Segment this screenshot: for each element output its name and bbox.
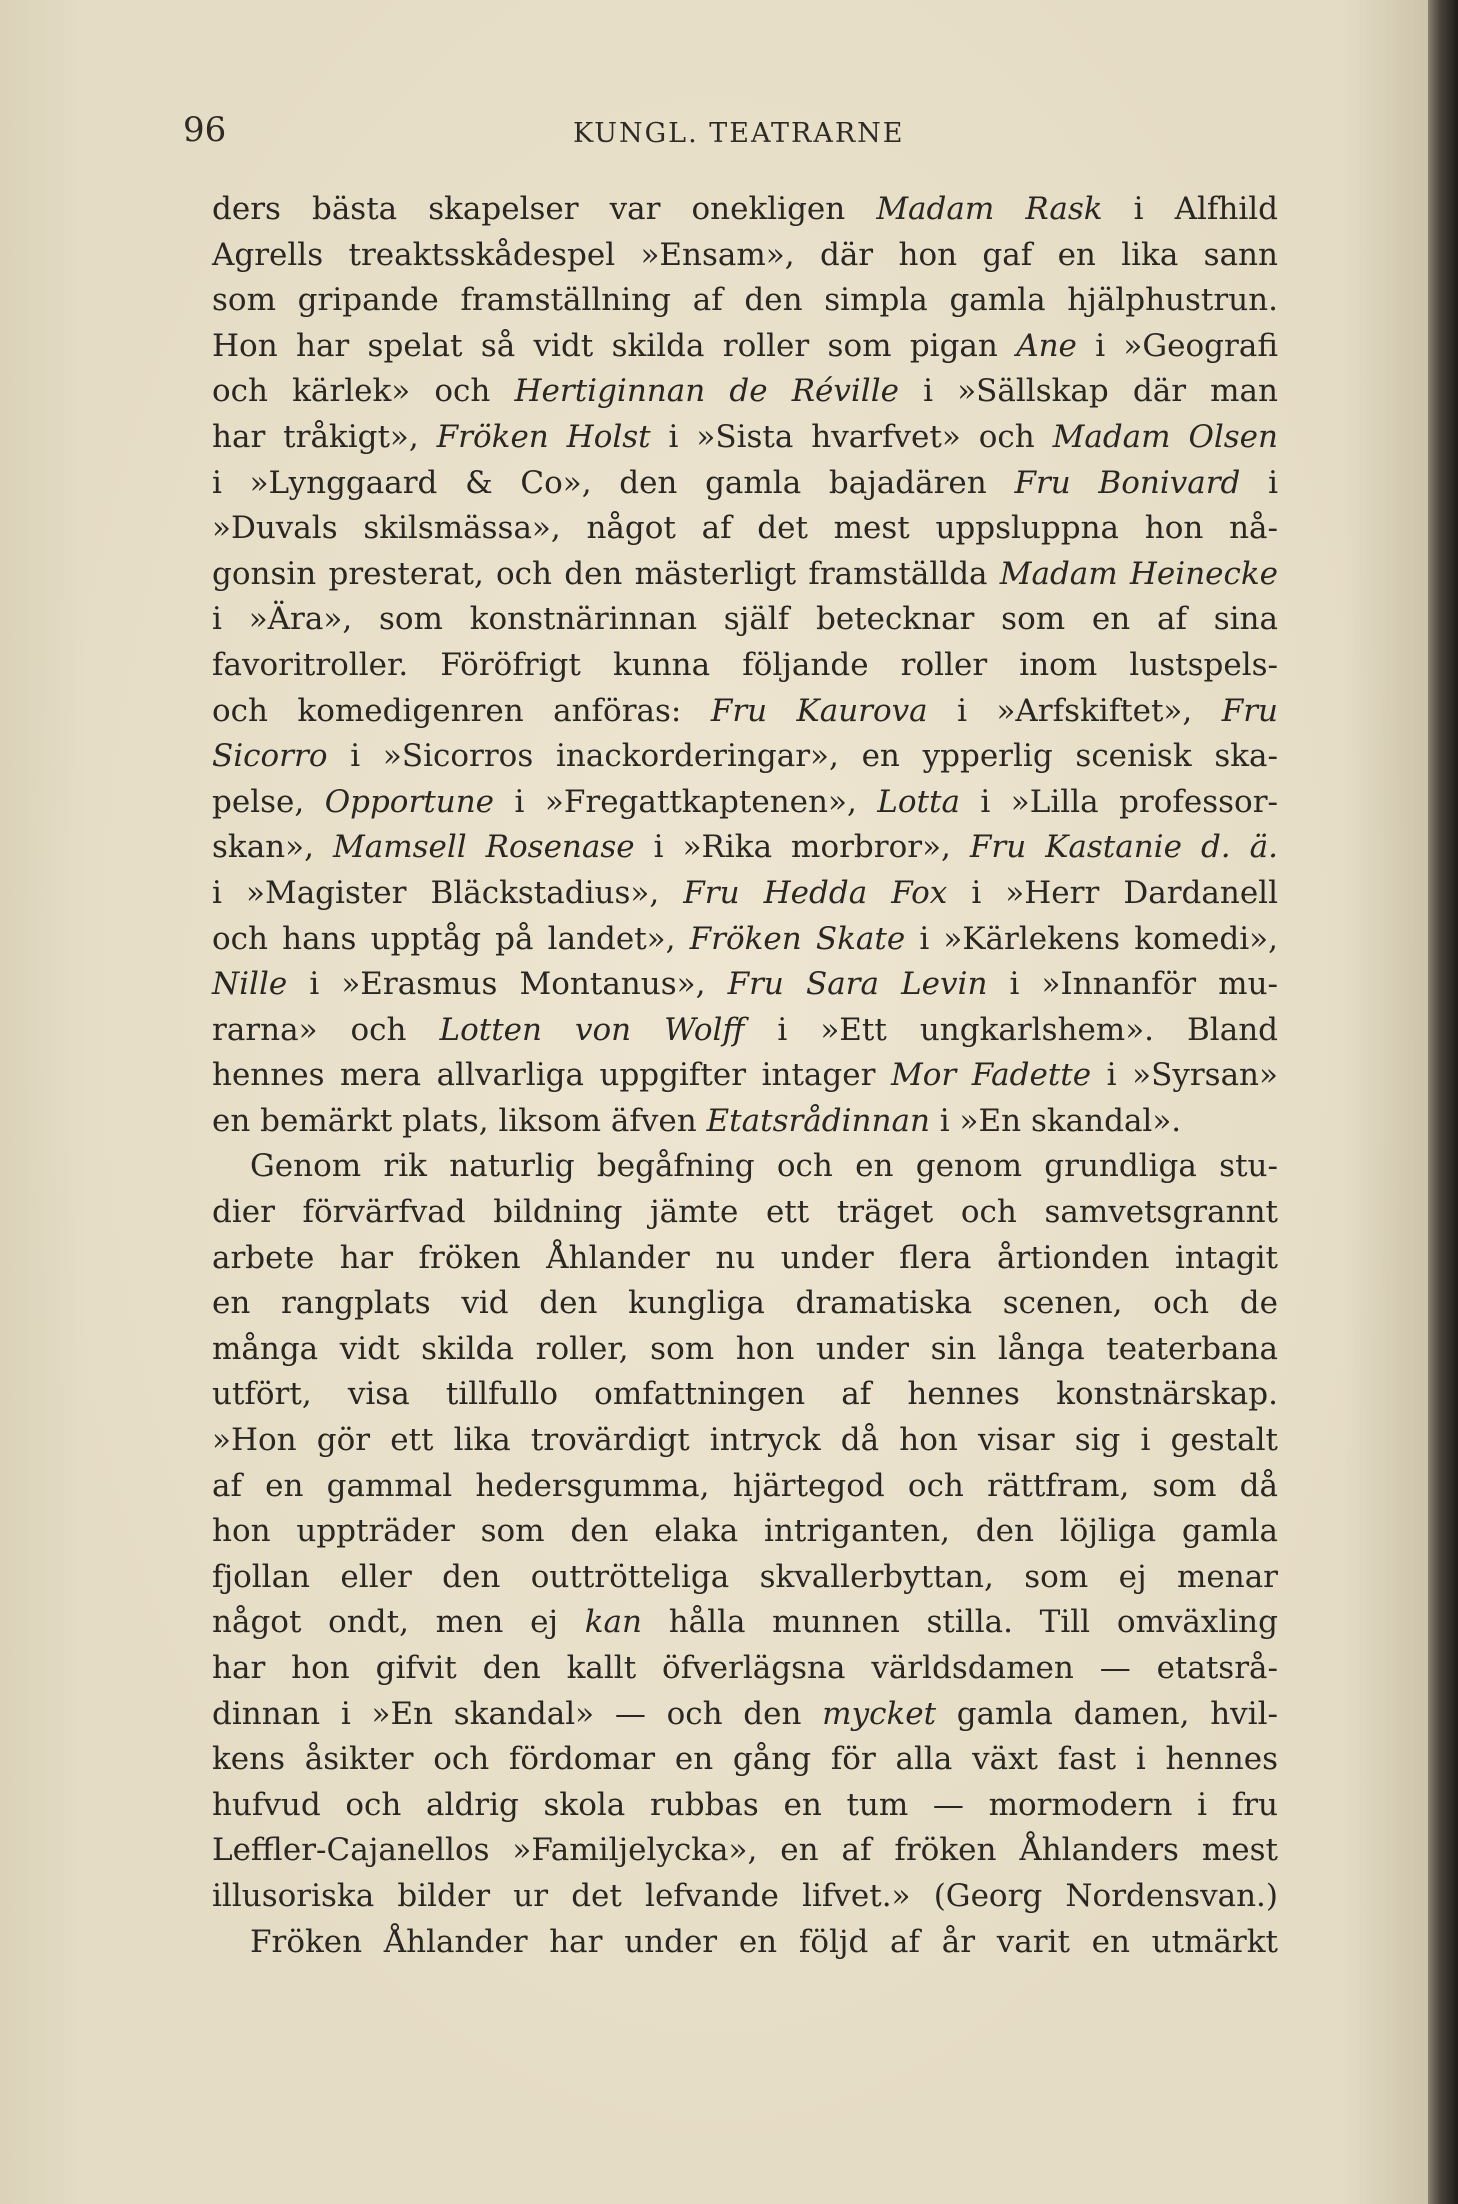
text-segment: många vidt skilda roller, som hon under sin långa teaterbana <box>212 1330 1278 1367</box>
text-segment: hennes mera allvarliga uppgifter intager <box>212 1057 891 1094</box>
text-segment: favoritroller. Föröfrigt kunna följande roller inom lustspels- <box>212 646 1278 683</box>
text-segment: hufvud och aldrig skola rubbas en tum — mormodern i fru <box>212 1786 1278 1823</box>
text-line <box>212 369 1278 415</box>
text-segment: och kärlek» och <box>212 373 515 410</box>
text-line <box>212 1099 1278 1145</box>
text-line <box>212 1190 1278 1236</box>
text-segment: i »Sällskap där man <box>899 373 1279 410</box>
text-segment: en rangplats vid den kungliga dramatiska scenen, och de <box>212 1285 1278 1322</box>
text-segment: i »Syrsan» <box>1091 1057 1278 1094</box>
text-line <box>212 552 1278 598</box>
text-line <box>212 233 1278 279</box>
text-segment: arbete har fröken Åhlander nu under flera årtionden intagit <box>212 1239 1278 1276</box>
text-segment: i »En skandal». <box>929 1102 1182 1139</box>
text-segment: hålla munnen stilla. Till omväxling <box>641 1604 1278 1641</box>
text-line <box>212 871 1278 917</box>
text-segment: kens åsikter och fördomar en gång för alla växt fast i hennes <box>212 1741 1278 1778</box>
text-line <box>212 1281 1278 1327</box>
text-line <box>212 1783 1278 1829</box>
text-segment: i »Rika morbror», <box>634 829 970 866</box>
italic-text: Fru Hedda Fox <box>683 874 948 911</box>
italic-text: Fru Sara Levin <box>727 966 988 1003</box>
text-segment: gamla damen, hvil- <box>936 1695 1278 1732</box>
text-segment: har hon gifvit den kallt öfverlägsna världsdamen — etatsrå- <box>212 1650 1278 1686</box>
italic-text: Sicorro <box>212 738 328 775</box>
text-segment: Agrells treaktsskådespel »Ensam», där hon gaf en lika sann <box>212 236 1278 273</box>
italic-text: Madam Olsen <box>1052 418 1278 455</box>
text-line <box>212 1418 1278 1464</box>
text-segment: i »Lynggaard & Co», den gamla bajadären <box>212 464 1015 501</box>
text-segment: som gripande framställning af den simpla gamla hjälphustrun. <box>212 282 1278 319</box>
running-head: KUNGL. TEATRARNE <box>573 118 905 149</box>
text-line <box>212 1008 1278 1054</box>
italic-text: Mamsell Rosenase <box>332 829 635 866</box>
text-line <box>212 1692 1278 1738</box>
italic-text: Fru Bonivard <box>1014 464 1241 501</box>
text-line <box>212 1555 1278 1601</box>
text-segment: pelse, <box>212 783 325 820</box>
text-line <box>212 1327 1278 1373</box>
text-segment: rarna» och <box>212 1011 440 1048</box>
text-line <box>212 187 1278 233</box>
italic-text: Madam Rask <box>876 191 1103 227</box>
text-segment: i »Magister Bläckstadius», <box>212 874 684 911</box>
text-segment: gonsin presterat, och den mästerligt framställda <box>212 555 1000 592</box>
italic-text: Fru Kaurova <box>710 692 928 729</box>
text-segment: »Duvals skilsmässa», något af det mest uppsluppna hon nå- <box>212 510 1278 547</box>
text-segment: Leffler-Cajanellos »Familjelycka», en af fröken Åhlanders mest <box>212 1832 1278 1869</box>
text-segment: något ondt, men ej <box>212 1604 585 1641</box>
text-line <box>212 597 1278 643</box>
text-line <box>212 734 1278 780</box>
text-line <box>212 1600 1278 1646</box>
italic-text: Lotten von Wolff <box>439 1011 745 1048</box>
text-segment: i »Erasmus Montanus», <box>287 966 728 1003</box>
text-line <box>212 1236 1278 1282</box>
text-line <box>212 506 1278 552</box>
italic-text: Hertiginnan de Réville <box>514 373 899 410</box>
text-segment: Hon har spelat så vidt skilda roller som pigan <box>212 327 1017 364</box>
text-line <box>212 962 1278 1008</box>
italic-text: Nille <box>212 966 288 1003</box>
text-segment: i »Herr Dardanell <box>947 874 1278 911</box>
text-segment: en bemärkt plats, liksom äfven <box>212 1102 707 1139</box>
text-segment: »Hon gör ett lika trovärdigt intryck då hon visar sig i gestalt <box>212 1422 1278 1459</box>
text-segment: och hans upptåg på landet», <box>212 920 690 957</box>
italic-text: Etatsrådinnan <box>706 1102 930 1139</box>
italic-text: Lotta <box>877 783 960 820</box>
text-line <box>212 1372 1278 1418</box>
text-segment: i »Sicorros inackorderingar», en ypperlig scenisk ska- <box>327 738 1278 775</box>
text-line <box>212 324 1278 370</box>
text-segment: i »Ära», som konstnärinnan själf betecknar som en af sina <box>212 601 1278 638</box>
text-line <box>212 825 1278 871</box>
text-segment: illusoriska bilder ur det lefvande lifvet.» (Georg Nordensvan.) <box>212 1877 1278 1914</box>
text-segment: skan», <box>212 829 333 866</box>
text-line <box>212 917 1278 963</box>
text-segment: har tråkigt», <box>212 418 437 455</box>
text-line <box>212 415 1278 461</box>
italic-text: Opportune <box>324 783 495 820</box>
text-segment: i »Innanför mu- <box>987 966 1279 1003</box>
italic-text: Madam Heinecke <box>999 555 1278 592</box>
text-line <box>212 1509 1278 1555</box>
italic-text: Mor Fadette <box>890 1057 1092 1094</box>
text-line <box>212 278 1278 324</box>
text-segment: i »Sista hvarfvet» och <box>650 418 1053 455</box>
text-segment: af en gammal hedersgumma, hjärtegod och rättfram, som då <box>212 1467 1278 1504</box>
italic-text: mycket <box>822 1695 937 1732</box>
page-edge-shadow <box>1428 0 1458 2204</box>
italic-text: Fru Kastanie d. ä. <box>969 829 1278 866</box>
text-segment: i »Fregattkaptenen», <box>494 783 878 820</box>
text-line <box>212 1874 1278 1920</box>
italic-text: kan <box>584 1604 642 1641</box>
italic-text: Fru <box>1221 692 1278 729</box>
italic-text: Fröken Skate <box>689 920 906 957</box>
text-line <box>212 1737 1278 1783</box>
text-line <box>212 1646 1278 1692</box>
text-line <box>212 1053 1278 1099</box>
page-number: 96 <box>183 110 227 150</box>
text-segment: utfört, visa tillfullo omfattningen af hennes konstnärskap. <box>212 1376 1278 1413</box>
text-line <box>212 1828 1278 1874</box>
body-text <box>212 187 1278 1965</box>
text-segment: dinnan i »En skandal» — och den <box>212 1695 823 1732</box>
text-line <box>212 461 1278 507</box>
text-line <box>212 1920 1278 1966</box>
text-segment: Fröken Åhlander har under en följd af år varit en utmärkt <box>250 1923 1278 1960</box>
text-segment: dier förvärfvad bildning jämte ett träget och samvetsgrannt <box>212 1194 1278 1231</box>
text-segment: i Alfhild <box>1102 191 1278 227</box>
italic-text: Fröken Holst <box>436 418 651 455</box>
text-segment: i »Ett ungkarlshem». Bland <box>744 1011 1278 1048</box>
text-line <box>212 643 1278 689</box>
text-segment: i »Geografi <box>1076 327 1278 364</box>
text-segment: fjollan eller den outtrötteliga skvallerbyttan, som ej menar <box>212 1558 1278 1595</box>
text-segment: i <box>1240 464 1279 501</box>
text-line <box>212 689 1278 735</box>
text-segment: hon uppträder som den elaka intriganten, den löjliga gamla <box>212 1513 1278 1550</box>
italic-text: Ane <box>1016 327 1077 364</box>
text-segment: och komedigenren anföras: <box>212 692 711 729</box>
text-segment: Genom rik naturlig begåfning och en genom grundliga stu- <box>250 1148 1278 1185</box>
text-line <box>212 1464 1278 1510</box>
text-segment: i »Kärlekens komedi», <box>905 920 1278 957</box>
text-segment: ders bästa skapelser var onekligen <box>212 191 877 227</box>
text-line <box>212 780 1278 826</box>
page-header <box>183 110 1283 160</box>
text-segment: i »Lilla professor- <box>959 783 1278 820</box>
text-line <box>212 1144 1278 1190</box>
text-segment: i »Arfskiftet», <box>927 692 1222 729</box>
